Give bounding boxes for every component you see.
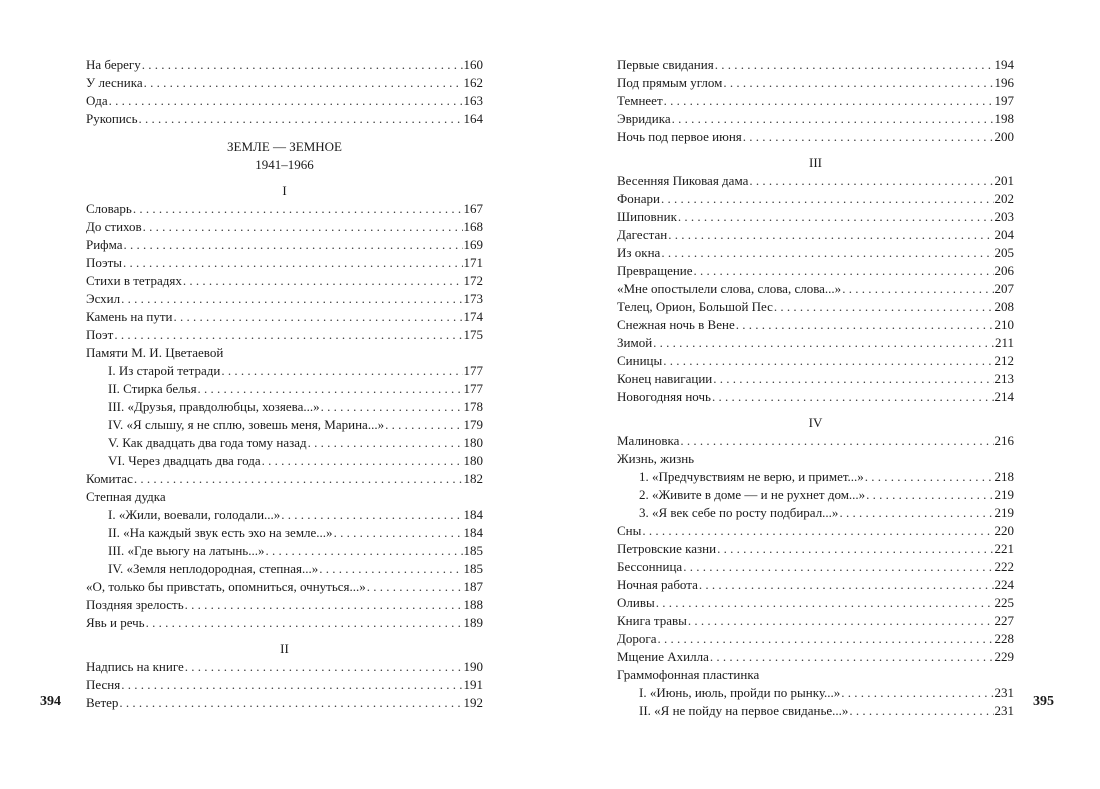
toc-list — [617, 56, 1014, 146]
dot-leader — [319, 560, 462, 578]
entry-title: Дорога — [617, 631, 657, 646]
dot-leader — [221, 362, 462, 380]
entry-title: III. «Друзья, правдолюбцы, хозяева...» — [108, 399, 320, 414]
toc-entry — [86, 290, 483, 308]
entry-title: Словарь — [86, 201, 132, 216]
toc-list — [86, 200, 483, 632]
entry-title: На берегу — [86, 57, 141, 72]
entry-title: Снежная ночь в Вене — [617, 317, 735, 332]
toc-entry — [617, 450, 1014, 468]
entry-title: Бессонница — [617, 559, 683, 574]
toc-entry — [86, 110, 483, 128]
entry-title: Стихи в тетрадях — [86, 273, 182, 288]
toc-entry — [617, 666, 1014, 684]
entry-title: II. Стирка белья — [108, 381, 197, 396]
dot-leader — [139, 110, 463, 128]
entry-title: Под прямым углом — [617, 75, 723, 90]
entry-page-number: 214 — [994, 389, 1014, 404]
toc-entry — [617, 172, 1014, 190]
entry-page-number: 168 — [463, 219, 483, 234]
entry-title: IV. «Земля неплодородная, степная...» — [108, 561, 319, 576]
toc-list — [86, 56, 483, 128]
entry-title: Ветер — [86, 695, 119, 710]
dot-leader — [774, 298, 994, 316]
toc-entry — [617, 558, 1014, 576]
entry-title: Ода — [86, 93, 108, 108]
toc-entry — [617, 92, 1014, 110]
entry-page-number: 222 — [994, 559, 1014, 574]
toc-entry — [617, 522, 1014, 540]
entry-page-number: 197 — [994, 93, 1014, 108]
entry-title: Малиновка — [617, 433, 680, 448]
entry-page-number: 225 — [994, 595, 1014, 610]
dot-leader — [134, 470, 463, 488]
toc-entry — [86, 218, 483, 236]
dot-leader — [663, 352, 993, 370]
dot-leader — [712, 388, 994, 406]
entry-title: Превращение — [617, 263, 693, 278]
toc-entry — [617, 226, 1014, 244]
entry-title: Конец навигации — [617, 371, 713, 386]
entry-title: III. «Где вьюгу на латынь...» — [108, 543, 265, 558]
toc-entry — [617, 262, 1014, 280]
toc-entry — [86, 56, 483, 74]
entry-title: Из окна — [617, 245, 661, 260]
dot-leader — [121, 290, 462, 308]
dot-leader — [123, 254, 462, 272]
dot-leader — [661, 190, 994, 208]
part-heading: I — [282, 183, 287, 198]
dot-leader — [385, 416, 462, 434]
entry-page-number: 212 — [994, 353, 1014, 368]
dot-leader — [723, 74, 993, 92]
entry-page-number: 185 — [463, 543, 483, 558]
entry-title: Фонари — [617, 191, 660, 206]
toc-entry — [86, 254, 483, 272]
entry-page-number: 219 — [994, 505, 1014, 520]
entry-page-number: 171 — [463, 255, 483, 270]
entry-page-number: 216 — [994, 433, 1014, 448]
entry-page-number: 185 — [463, 561, 483, 576]
dot-leader — [749, 172, 993, 190]
toc-entry — [86, 326, 483, 344]
toc-list — [617, 172, 1014, 406]
dot-leader — [265, 542, 462, 560]
toc-entry — [86, 506, 483, 524]
page-number-left: 394 — [40, 694, 61, 709]
entry-page-number: 201 — [994, 173, 1014, 188]
toc-entry — [617, 630, 1014, 648]
entry-page-number: 174 — [463, 309, 483, 324]
dot-leader — [849, 702, 993, 720]
entry-title: У лесника — [86, 75, 143, 90]
entry-title: Рукопись — [86, 111, 138, 126]
entry-title: II. «На каждый звук есть эхо на земле...» — [108, 525, 333, 540]
entry-title: Явь и речь — [86, 615, 145, 630]
entry-page-number: 182 — [463, 471, 483, 486]
dot-leader — [185, 658, 463, 676]
entry-page-number: 180 — [463, 435, 483, 450]
dot-leader — [717, 540, 993, 558]
dot-leader — [661, 244, 993, 262]
entry-page-number: 202 — [994, 191, 1014, 206]
toc-entry — [617, 74, 1014, 92]
entry-page-number: 204 — [994, 227, 1014, 242]
toc-entry — [617, 594, 1014, 612]
entry-page-number: 231 — [994, 685, 1014, 700]
toc-entry — [617, 468, 1014, 486]
entry-title: Жизнь, жизнь — [617, 451, 695, 466]
dot-leader — [146, 614, 463, 632]
entry-page-number: 203 — [994, 209, 1014, 224]
toc-entry — [86, 344, 483, 362]
entry-page-number: 167 — [463, 201, 483, 216]
toc-entry — [86, 416, 483, 434]
toc-entry — [86, 362, 483, 380]
toc-entry — [86, 614, 483, 632]
dot-leader — [656, 594, 994, 612]
entry-title: До стихов — [86, 219, 142, 234]
toc-entry — [617, 190, 1014, 208]
dot-leader — [713, 370, 993, 388]
left-page — [86, 56, 483, 712]
dot-leader — [119, 694, 462, 712]
entry-title: Эвридика — [617, 111, 671, 126]
entry-title: Петровские казни — [617, 541, 717, 556]
dot-leader — [114, 326, 462, 344]
entry-page-number: 207 — [994, 281, 1014, 296]
dot-leader — [109, 92, 463, 110]
entry-title: Синицы — [617, 353, 663, 368]
toc-list — [617, 432, 1014, 720]
entry-page-number: 206 — [994, 263, 1014, 278]
toc-entry — [617, 684, 1014, 702]
toc-entry — [86, 74, 483, 92]
entry-page-number: 196 — [994, 75, 1014, 90]
entry-page-number: 187 — [463, 579, 483, 594]
toc-entry — [86, 308, 483, 326]
dot-leader — [133, 200, 463, 218]
toc-entry — [86, 578, 483, 596]
entry-page-number: 221 — [994, 541, 1014, 556]
dot-leader — [321, 398, 463, 416]
toc-entry — [617, 648, 1014, 666]
entry-title: Рифма — [86, 237, 123, 252]
toc-entry — [86, 92, 483, 110]
toc-entry — [86, 676, 483, 694]
entry-page-number: 191 — [463, 677, 483, 692]
entry-title: Степная дудка — [86, 489, 166, 504]
toc-entry — [617, 244, 1014, 262]
entry-title: Весенняя Пиковая дама — [617, 173, 749, 188]
entry-title: 3. «Я век себе по росту подбирал...» — [639, 505, 839, 520]
entry-title: Оливы — [617, 595, 655, 610]
entry-title: I. «Июнь, июль, пройди по рынку...» — [639, 685, 841, 700]
entry-page-number: 213 — [994, 371, 1014, 386]
toc-entry — [617, 208, 1014, 226]
entry-title: Надпись на книге — [86, 659, 184, 674]
toc-list — [86, 658, 483, 712]
dot-leader — [121, 676, 462, 694]
toc-entry — [617, 486, 1014, 504]
entry-title: II. «Я не пойду на первое свиданье...» — [639, 703, 849, 718]
dot-leader — [183, 272, 463, 290]
entry-page-number: 200 — [994, 129, 1014, 144]
dot-leader — [642, 522, 993, 540]
entry-title: I. «Жили, воевали, голодали...» — [108, 507, 281, 522]
entry-page-number: 189 — [463, 615, 483, 630]
entry-page-number: 227 — [994, 613, 1014, 628]
entry-page-number: 184 — [463, 507, 483, 522]
toc-entry — [617, 298, 1014, 316]
entry-page-number: 210 — [994, 317, 1014, 332]
toc-entry — [617, 334, 1014, 352]
section-title: ЗЕМЛЕ — ЗЕМНОЕ — [226, 139, 342, 154]
entry-title: I. Из старой тетради — [108, 363, 221, 378]
entry-title: Памяти М. И. Цветаевой — [86, 345, 224, 360]
dot-leader — [262, 452, 463, 470]
entry-title: Мщение Ахилла — [617, 649, 709, 664]
dot-leader — [694, 262, 994, 280]
dot-leader — [281, 506, 462, 524]
dot-leader — [672, 110, 994, 128]
dot-leader — [865, 468, 994, 486]
entry-title: 2. «Живите в доме — и не рухнет дом...» — [639, 487, 866, 502]
entry-page-number: 173 — [463, 291, 483, 306]
dot-leader — [683, 558, 993, 576]
toc-entry — [86, 524, 483, 542]
dot-leader — [668, 226, 993, 244]
entry-title: V. Как двадцать два года тому назад — [108, 435, 307, 450]
toc-entry — [617, 576, 1014, 594]
entry-title: Дагестан — [617, 227, 668, 242]
toc-entry — [86, 542, 483, 560]
entry-title: Шиповник — [617, 209, 677, 224]
dot-leader — [124, 236, 463, 254]
entry-page-number: 172 — [463, 273, 483, 288]
entry-page-number: 164 — [463, 111, 483, 126]
dot-leader — [143, 218, 463, 236]
entry-title: Первые свидания — [617, 57, 714, 72]
dot-leader — [173, 308, 462, 326]
dot-leader — [142, 56, 463, 74]
entry-page-number: 228 — [994, 631, 1014, 646]
entry-page-number: 205 — [994, 245, 1014, 260]
toc-entry — [86, 596, 483, 614]
entry-title: Новогодняя ночь — [617, 389, 711, 404]
entry-page-number: 194 — [994, 57, 1014, 72]
toc-entry — [617, 540, 1014, 558]
toc-entry — [86, 434, 483, 452]
toc-entry — [617, 432, 1014, 450]
toc-entry — [617, 352, 1014, 370]
entry-page-number: 179 — [463, 417, 483, 432]
dot-leader — [736, 316, 994, 334]
part-heading: II — [280, 641, 289, 656]
entry-page-number: 162 — [463, 75, 483, 90]
entry-title: Граммофонная пластинка — [617, 667, 760, 682]
toc-entry — [86, 658, 483, 676]
toc-entry — [617, 702, 1014, 720]
dot-leader — [308, 434, 463, 452]
toc-entry — [617, 56, 1014, 74]
entry-page-number: 163 — [463, 93, 483, 108]
dot-leader — [866, 486, 993, 504]
entry-page-number: 180 — [463, 453, 483, 468]
entry-title: Комитас — [86, 471, 133, 486]
dot-leader — [841, 684, 993, 702]
toc-entry — [86, 488, 483, 506]
entry-page-number: 208 — [994, 299, 1014, 314]
dot-leader — [144, 74, 463, 92]
entry-title: Эсхил — [86, 291, 121, 306]
dot-leader — [664, 92, 994, 110]
entry-page-number: 198 — [994, 111, 1014, 126]
entry-title: «О, только бы привстать, опомниться, очнуться...» — [86, 579, 366, 594]
entry-page-number: 177 — [463, 363, 483, 378]
entry-page-number: 224 — [994, 577, 1014, 592]
entry-page-number: 177 — [463, 381, 483, 396]
toc-entry — [617, 504, 1014, 522]
entry-title: Темнеет — [617, 93, 663, 108]
toc-entry — [86, 452, 483, 470]
toc-entry — [86, 398, 483, 416]
entry-title: Зимой — [617, 335, 653, 350]
toc-entry — [86, 236, 483, 254]
entry-page-number: 192 — [463, 695, 483, 710]
entry-page-number: 190 — [463, 659, 483, 674]
toc-entry — [617, 612, 1014, 630]
toc-entry — [617, 280, 1014, 298]
page-number-right: 395 — [1033, 694, 1054, 709]
entry-page-number: 175 — [463, 327, 483, 342]
dot-leader — [710, 648, 994, 666]
toc-entry — [617, 110, 1014, 128]
dot-leader — [657, 630, 993, 648]
section-years: 1941–1966 — [255, 157, 314, 172]
entry-title: Песня — [86, 677, 121, 692]
dot-leader — [699, 576, 994, 594]
dot-leader — [678, 208, 994, 226]
entry-page-number: 219 — [994, 487, 1014, 502]
entry-title: Книга травы — [617, 613, 687, 628]
entry-page-number: 231 — [994, 703, 1014, 718]
entry-page-number: 188 — [463, 597, 483, 612]
dot-leader — [185, 596, 463, 614]
toc-entry — [86, 470, 483, 488]
dot-leader — [839, 504, 993, 522]
toc-entry — [86, 694, 483, 712]
toc-entry — [86, 200, 483, 218]
entry-page-number: 169 — [463, 237, 483, 252]
entry-title: Сны — [617, 523, 642, 538]
entry-page-number: 229 — [994, 649, 1014, 664]
entry-page-number: 220 — [994, 523, 1014, 538]
entry-title: IV. «Я слышу, я не сплю, зовешь меня, Марина...» — [108, 417, 385, 432]
dot-leader — [334, 524, 463, 542]
toc-entry — [86, 560, 483, 578]
dot-leader — [367, 578, 463, 596]
dot-leader — [842, 280, 993, 298]
dot-leader — [743, 128, 994, 146]
dot-leader — [653, 334, 994, 352]
right-page — [617, 56, 1014, 720]
toc-entry — [86, 272, 483, 290]
entry-page-number: 218 — [994, 469, 1014, 484]
entry-title: Ночь под первое июня — [617, 129, 742, 144]
dot-leader — [680, 432, 993, 450]
entry-page-number: 211 — [994, 335, 1014, 350]
toc-entry — [617, 388, 1014, 406]
entry-title: Ночная работа — [617, 577, 698, 592]
dot-leader — [715, 56, 994, 74]
dot-leader — [688, 612, 994, 630]
part-heading: IV — [808, 415, 823, 430]
entry-page-number: 160 — [463, 57, 483, 72]
dot-leader — [198, 380, 463, 398]
toc-entry — [617, 370, 1014, 388]
entry-title: 1. «Предчувствиям не верю, и примет...» — [639, 469, 864, 484]
toc-entry — [86, 380, 483, 398]
entry-title: Поэты — [86, 255, 123, 270]
entry-title: VI. Через двадцать два года — [108, 453, 261, 468]
entry-page-number: 184 — [463, 525, 483, 540]
entry-title: Поэт — [86, 327, 114, 342]
toc-entry — [617, 316, 1014, 334]
entry-title: Камень на пути — [86, 309, 173, 324]
entry-page-number: 178 — [463, 399, 483, 414]
part-heading: III — [809, 155, 822, 170]
toc-entry — [617, 128, 1014, 146]
entry-title: Телец, Орион, Большой Пес — [617, 299, 773, 314]
entry-title: Поздняя зрелость — [86, 597, 184, 612]
entry-title: «Мне опостылели слова, слова, слова...» — [617, 281, 842, 296]
